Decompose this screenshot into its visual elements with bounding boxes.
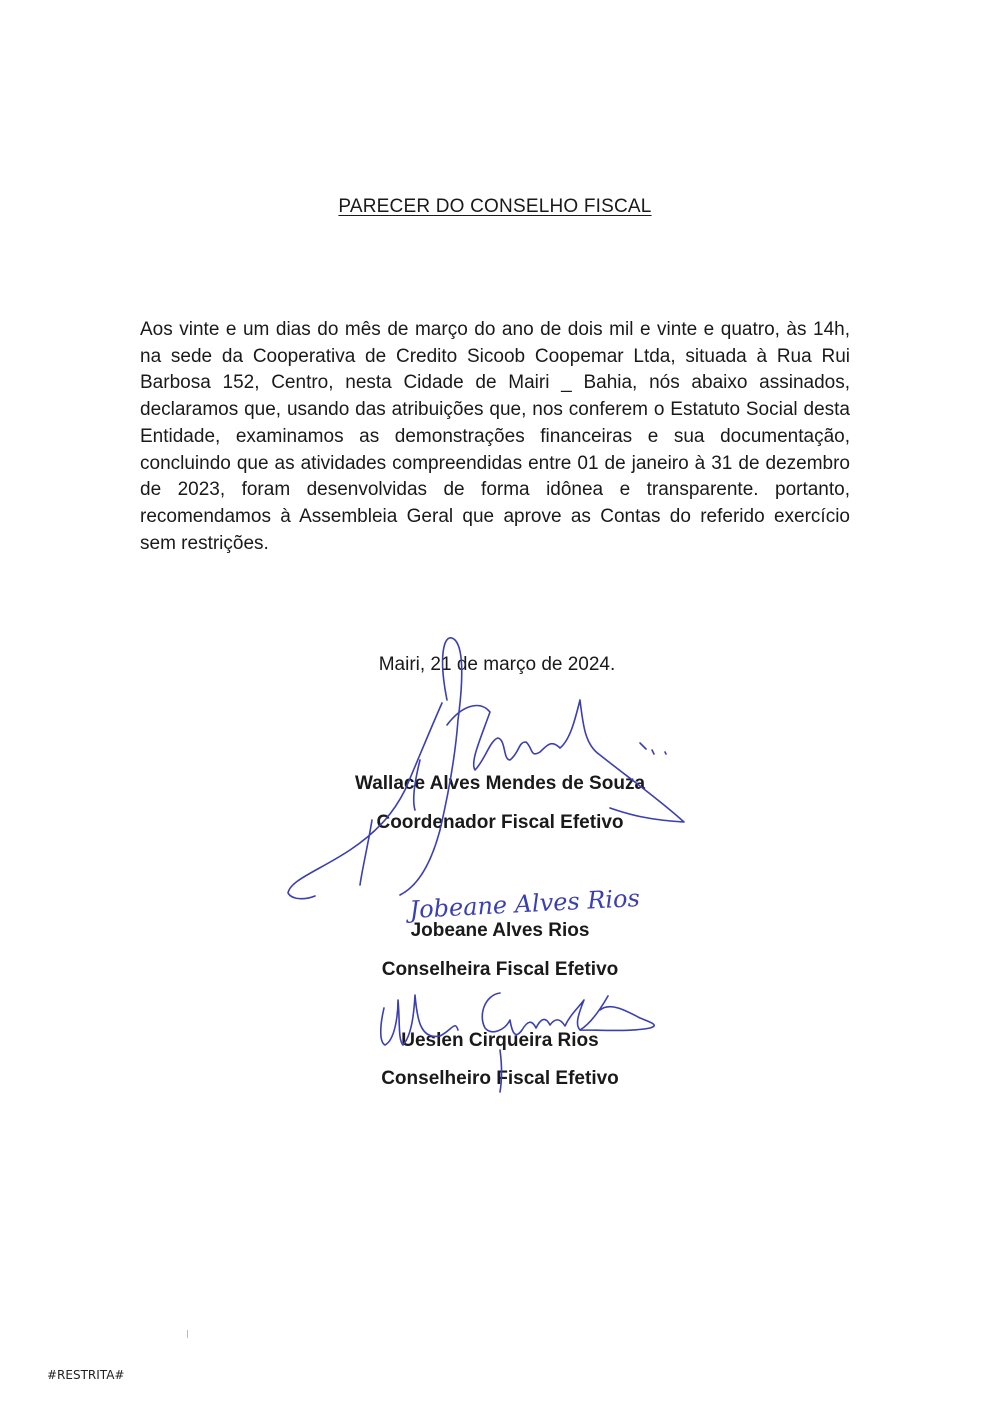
signature-2-ink: Jobeane Alves Rios: [408, 883, 641, 924]
classification-footer: #RESTRITA#: [47, 1368, 125, 1382]
signature-1-ink: [288, 638, 684, 899]
scan-artifact: [187, 1330, 188, 1338]
signatory-name: Jobeane Alves Rios: [410, 920, 590, 941]
signatory-name: Ueslen Cirqueira Rios: [401, 1030, 599, 1051]
signatory-name: Wallace Alves Mendes de Souza: [354, 773, 646, 794]
signatory-role: Conselheiro Fiscal Efetivo: [381, 1068, 619, 1089]
signatory-role: Conselheira Fiscal Efetivo: [381, 959, 619, 980]
document-title: PARECER DO CONSELHO FISCAL: [338, 196, 652, 217]
signatory-role: Coordenador Fiscal Efetivo: [376, 812, 624, 833]
date-line: Mairi, 21 de março de 2024.: [378, 654, 616, 675]
body-paragraph: Aos vinte e um dias do mês de março do ano de dois mil e vinte e quatro, às 14h, na sede da Cooperativa de Credito Sicoob Coopemar Ltda, situada à Rua Rui Barbosa 152, Centro, nesta Cidade de Mairi _ Bahia, nós abaixo assinados, declaramos que, usando das atribuições que, nos conferem o Estatuto Social desta Entidade, examinamos as demonstrações financeiras e sua documentação, concluindo que as atividades compreendidas entre 01 de janeiro à 31 de dezembro de 2023, foram desenvolvidas de forma idônea e transparente. portanto, recomendamos à Assembleia Geral que aprove as Contas do referido exercício sem restrições.: [140, 319, 850, 554]
